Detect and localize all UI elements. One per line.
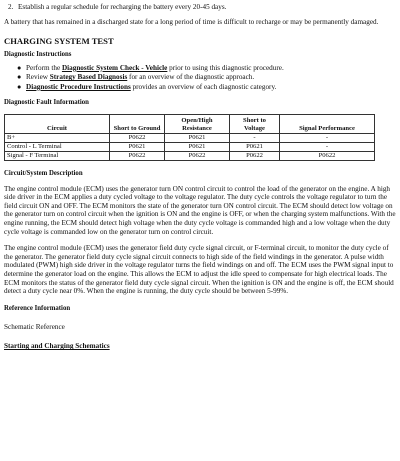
diagnostic-system-check-link[interactable]: Diagnostic System Check - Vehicle [61,63,168,72]
fault-info-heading: Diagnostic Fault Information [4,98,89,106]
table-row [5,142,375,151]
table-row [5,133,375,142]
step-text: Establish a regular schedule for recharging the battery every 20-45 days. [18,3,227,11]
reference-info-heading: Reference Information [4,304,71,312]
table-cell: P0622 [110,133,165,142]
table-cell: - [230,133,280,142]
strategy-based-diagnosis-link[interactable]: Strategy Based Diagnosis [49,73,128,82]
table-cell: P0622 [165,151,230,160]
circuit-description-heading: Circuit/System Description [4,169,83,177]
table-cell: - [280,142,375,151]
bullet-icon: ● [17,83,22,91]
col-open-high-resistance: Open/High Resistance [165,114,230,133]
col-short-to-ground: Short to Ground [110,114,165,133]
step-number: 2. [8,3,14,11]
starting-charging-schematics-link[interactable]: Starting and Charging Schematics [4,342,110,351]
col-signal-performance: Signal Performance [280,114,375,133]
section-title: CHARGING SYSTEM TEST [4,35,114,46]
list-item: ● Diagnostic Procedure Instructions provides an overview of each diagnostic category. [17,83,277,91]
table-cell: Control - L Terminal [5,142,110,151]
table-cell: - [280,133,375,142]
list-item: ● Perform the Diagnostic System Check - Vehicle prior to using this diagnostic procedure. [17,63,284,72]
table-cell: P0621 [110,142,165,151]
table-header-row [5,114,375,133]
table-cell: P0622 [110,151,165,160]
circuit-description-paragraph-1: The engine control module (ECM) uses the generator turn ON control circuit to control the load of the generator on the engine. A high side driver in the ECM applies a duty cycled voltage to the voltage regulator. The duty cycle controls the voltage regulator to turn the field circuit ON and OFF. The ECM monitors the state of the generator turn ON control circuit. The ECM should detect low voltage on the generator turn on control circuit when the ignition is ON and the engine is OFF, or when the charging system malfunctions. With the engine running, the ECM should detect high voltage when the duty cycle voltage is commanded high and a low voltage when the duty cycle voltage is commanded low on the generator turn on control circuit. [4,184,396,236]
table-cell: Signal - F Terminal [5,151,110,160]
bullet-icon: ● [17,63,22,72]
step-item [4,3,396,11]
table-cell: P0622 [230,151,280,160]
diagnostic-instructions-list [4,64,396,93]
circuit-description-paragraph-2: The engine control module (ECM) uses the generator field duty cycle signal circuit, or F-terminal circuit, to monitor the duty cycle of the generator. The generator field duty cycle signal circuit connects to high side of the field windings in the generator. A pulse width modulated (PWM) high side driver in the voltage regulator turns the field windings on and off. The ECM uses the PWM signal input to determine the generator load on the engine. This allows the ECM to adjust the idle speed to compensate for high electrical loads. The ECM monitors the status of the generator field duty cycle signal circuit. When the ignition is ON and the engine is off, the ECM should detect a duty cycle near 0%. When the engine is running, the duty cycle should be between 5-99%. [4,244,394,296]
table-cell: B+ [5,133,110,142]
table-cell: P0622 [280,151,375,160]
bullet-icon: ● [17,73,22,82]
schematic-reference-label: Schematic Reference [4,322,65,331]
list-item: ● Review Strategy Based Diagnosis for an overview of the diagnostic approach. [17,73,255,82]
fault-table [4,114,375,161]
col-circuit: Circuit [5,114,110,133]
table-cell: P0621 [165,133,230,142]
diagnostic-instructions-heading: Diagnostic Instructions [4,50,72,58]
col-short-to-voltage: Short to Voltage [230,114,280,133]
table-cell: P0621 [165,142,230,151]
table-row [5,151,375,160]
battery-note: A battery that has remained in a discharged state for a long period of time is difficult to recharge or may be permanently damaged. [4,18,379,27]
diagnostic-procedure-instructions-link[interactable]: Diagnostic Procedure Instructions [26,83,131,91]
table-cell: P0621 [230,142,280,151]
